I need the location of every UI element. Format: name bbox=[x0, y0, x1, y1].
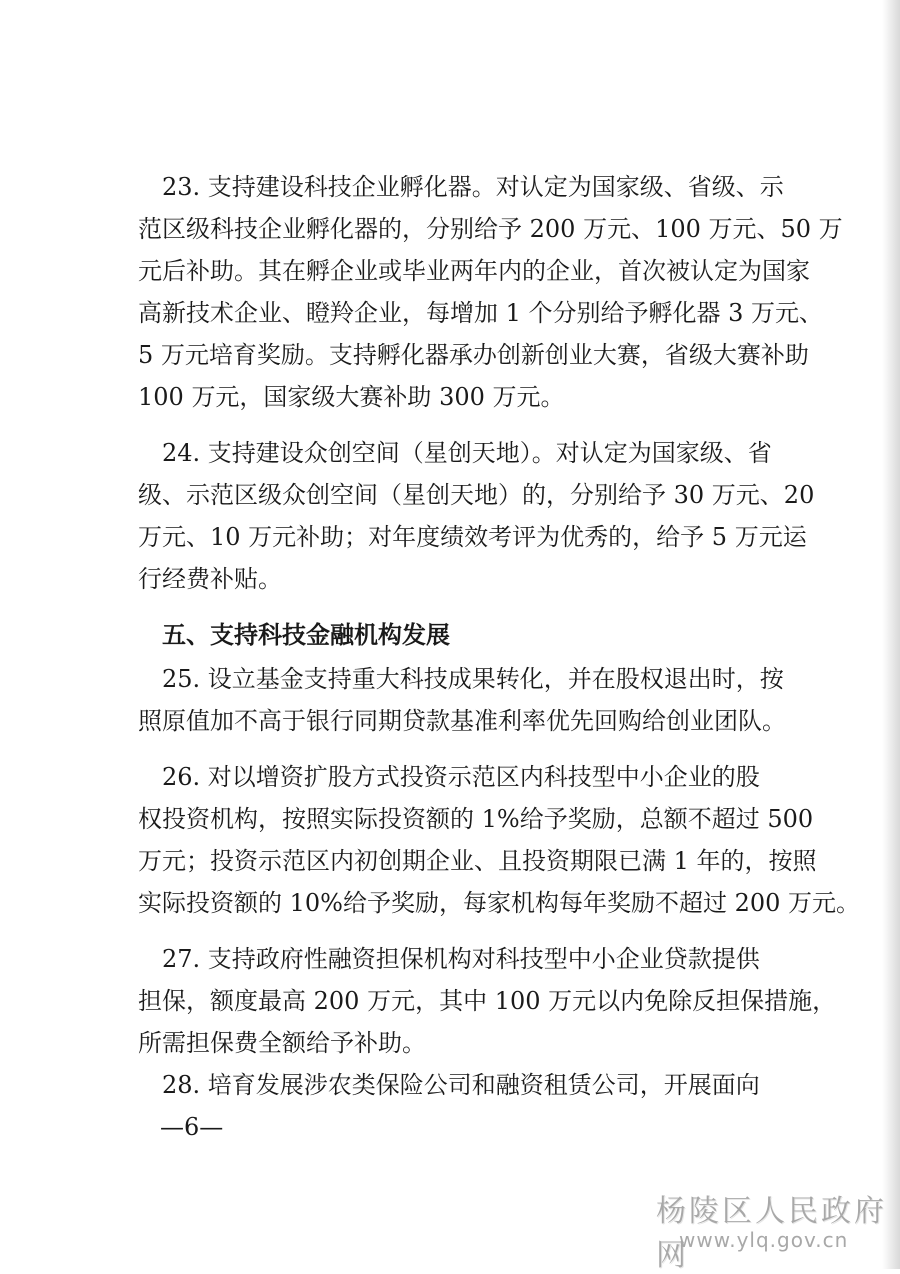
paragraph-23-line-1: 23. 支持建设科技企业孵化器。对认定为国家级、省级、示 bbox=[138, 173, 784, 201]
paragraph-25-line-2: 照原值加不高于银行同期贷款基准利率优先回购给创业团队。 bbox=[138, 707, 786, 735]
paragraph-23-line-4: 高新技术企业、瞪羚企业，每增加 1 个分别给予孵化器 3 万元、 bbox=[138, 299, 824, 327]
watermark-url: www.ylq.gov.cn bbox=[679, 1228, 849, 1252]
paragraph-27-line-2: 担保，额度最高 200 万元，其中 100 万元以内免除反担保措施， bbox=[138, 987, 837, 1015]
paragraph-24-line-4: 行经费补贴。 bbox=[138, 565, 282, 593]
page-edge-shadow bbox=[882, 0, 900, 1269]
paragraph-27-line-3: 所需担保费全额给予补助。 bbox=[138, 1029, 426, 1057]
paragraph-24-line-2: 级、示范区级众创空间（星创天地）的，分别给予 30 万元、20 bbox=[138, 481, 815, 509]
paragraph-27-line-1: 27. 支持政府性融资担保机构对科技型中小企业贷款提供 bbox=[138, 945, 760, 973]
paragraph-25-line-1: 25. 设立基金支持重大科技成果转化，并在股权退出时，按 bbox=[138, 665, 784, 693]
paragraph-26-line-4: 实际投资额的 10%给予奖励，每家机构每年奖励不超过 200 万元。 bbox=[138, 889, 861, 917]
watermark-site-name: 杨陵区人民政府网 bbox=[656, 1194, 887, 1273]
paragraph-24-line-3: 万元、10 万元补助；对年度绩效考评为优秀的，给予 5 万元运 bbox=[138, 523, 807, 551]
paragraph-26-line-3: 万元；投资示范区内初创期企业、且投资期限已满 1 年的，按照 bbox=[138, 847, 817, 875]
section-heading-5: 五、支持科技金融机构发展 bbox=[138, 621, 450, 649]
paragraph-23-line-2: 范区级科技企业孵化器的，分别给予 200 万元、100 万元、50 万 bbox=[138, 215, 843, 243]
paragraph-26-line-2: 权投资机构，按照实际投资额的 1%给予奖励，总额不超过 500 bbox=[138, 805, 814, 833]
paragraph-28-line-1: 28. 培育发展涉农类保险公司和融资租赁公司，开展面向 bbox=[138, 1071, 760, 1099]
paragraph-26-line-1: 26. 对以增资扩股方式投资示范区内科技型中小企业的股 bbox=[138, 763, 760, 791]
paragraph-23-line-3: 元后补助。其在孵企业或毕业两年内的企业，首次被认定为国家 bbox=[138, 257, 810, 285]
paragraph-23-line-6: 100 万元，国家级大赛补助 300 万元。 bbox=[138, 383, 565, 411]
paragraph-23-line-5: 5 万元培育奖励。支持孵化器承办创新创业大赛，省级大赛补助 bbox=[138, 341, 809, 369]
page-number: —6— bbox=[160, 1113, 224, 1141]
paragraph-24-line-1: 24. 支持建设众创空间（星创天地）。对认定为国家级、省 bbox=[138, 439, 772, 467]
